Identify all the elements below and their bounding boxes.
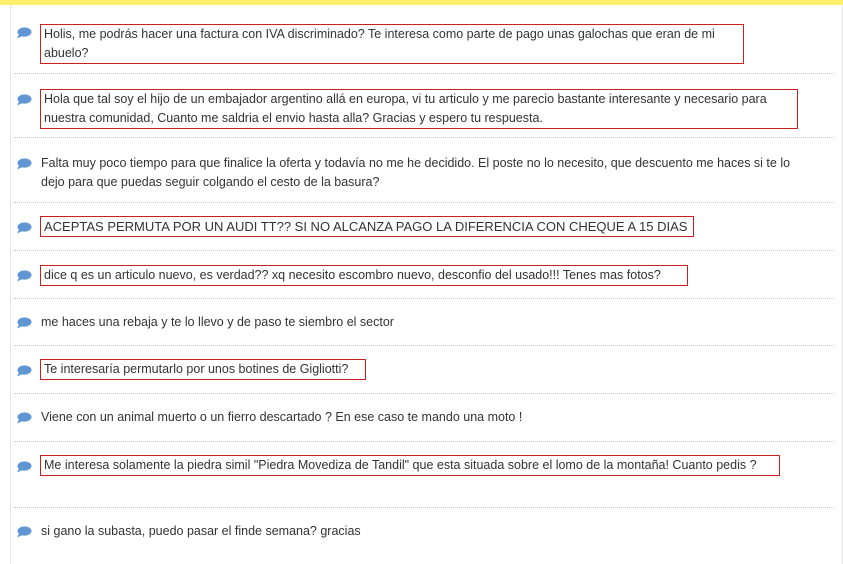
speech-bubble-icon: [16, 222, 32, 234]
speech-bubble-icon: [16, 317, 32, 329]
speech-bubble-icon: [16, 526, 32, 538]
speech-bubble-icon: [16, 27, 32, 39]
questions-list: [14, 10, 834, 554]
question-text: Falta muy poco tiempo para que finalice la oferta y todavía no me he decidido. El poste no lo necesito, que descuento me haces si te lo dejo para que puedas seguir colgando el cesto de la basura?: [41, 156, 791, 189]
speech-bubble-icon: [16, 412, 32, 424]
speech-bubble-icon: [16, 461, 32, 473]
speech-bubble-icon: [16, 94, 32, 106]
question-item: [14, 442, 834, 508]
question-text: ACEPTAS PERMUTA POR UN AUDI TT?? SI NO ALCANZA PAGO LA DIFERENCIA CON CHEQUE A 15 DIAS: [40, 216, 694, 237]
question-text: dice q es un articulo nuevo, es verdad?? xq necesito escombro nuevo, desconfio del usado!!! Tenes mas fotos?: [40, 265, 688, 286]
speech-bubble-icon: [16, 158, 32, 170]
question-item: [14, 508, 834, 554]
question-text: Me interesa solamente la piedra simil "Piedra Movediza de Tandil" que esta situada sobre el lomo de la montaña! Cuanto pedis ?: [40, 455, 780, 476]
speech-bubble-icon: [16, 365, 32, 377]
question-item: [14, 203, 834, 251]
question-text: si gano la subasta, puedo pasar el finde semana? gracias: [41, 524, 361, 538]
question-text: me haces una rebaja y te lo llevo y de paso te siembro el sector: [41, 315, 394, 329]
question-item: [14, 138, 834, 203]
question-item: [14, 74, 834, 138]
question-text: Hola que tal soy el hijo de un embajador argentino allá en europa, vi tu articulo y me parecio bastante interesante y necesario para nuestra comunidad, Cuanto me saldria el envio hasta alla? Gracias y espero tu respuesta.: [40, 89, 798, 129]
question-text: Viene con un animal muerto o un fierro descartado ? En ese caso te mando una moto !: [41, 410, 523, 424]
question-text: Te interesaría permutarlo por unos botines de Gigliotti?: [40, 359, 366, 380]
question-item: [14, 394, 834, 442]
question-text: Holis, me podrás hacer una factura con IVA discriminado? Te interesa como parte de pago unas galochas que eran de mi abuelo?: [40, 24, 744, 64]
question-item: [14, 251, 834, 299]
question-item: [14, 346, 834, 394]
question-item: [14, 10, 834, 74]
speech-bubble-icon: [16, 270, 32, 282]
question-item: [14, 299, 834, 346]
